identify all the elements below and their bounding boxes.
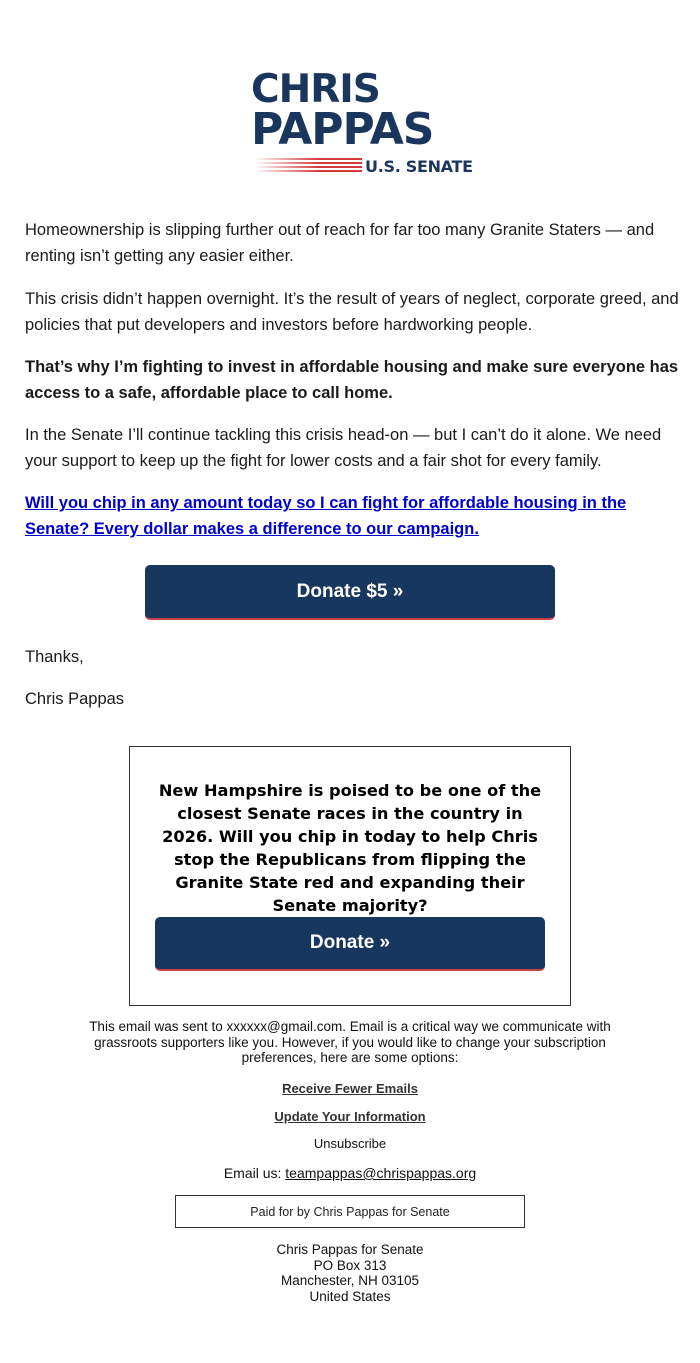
address-country: United States: [309, 1288, 391, 1304]
logo-subtitle: U.S. SENATE: [365, 157, 473, 176]
body-paragraph-4: In the Senate I’ll continue tackling this crisis head-on — but I can’t do it alone. We need your support to keep up the fight for lower costs and a fair shot for every family.: [25, 426, 662, 470]
donate-button[interactable]: Donate »: [155, 917, 545, 971]
callout-text: New Hampshire is poised to be one of the closest Senate races in the country in 2026. Will you chip in today to help Chris stop the Republicans from flipping the Granite State red and expanding their Senate majority?: [158, 781, 542, 915]
body-paragraph-1: Homeownership is slipping further out of reach for far too many Granite Staters — and renting isn’t getting any easier either.: [25, 221, 655, 265]
body-paragraph-2: This crisis didn’t happen overnight. It’s the result of years of neglect, corporate greed, and policies that put developers and investors before hardworking people.: [25, 290, 679, 334]
contact-email-line: [0, 1165, 700, 1181]
donate-5-button[interactable]: Donate $5 »: [145, 565, 555, 620]
address-city: Manchester, NH 03105: [280, 1273, 420, 1288]
paid-for-disclaimer: Paid for by Chris Pappas for Senate: [175, 1195, 525, 1228]
logo-first-name: CHRIS: [251, 67, 380, 112]
update-information-link[interactable]: Update Your Information: [274, 1109, 426, 1124]
cta-paragraph: [25, 490, 680, 542]
campaign-logo: [251, 67, 473, 180]
email-label: Email us:: [223, 1165, 282, 1181]
logo-last-name: PAPPAS: [251, 104, 434, 155]
contact-email-link[interactable]: teampappas@chrispappas.org: [285, 1165, 477, 1181]
logo-stripes: [254, 158, 362, 173]
closing-thanks: Thanks,: [25, 648, 84, 666]
unsubscribe-link[interactable]: Unsubscribe: [313, 1136, 387, 1151]
donate-text-link[interactable]: Will you chip in any amount today so I can fight for affordable housing in the Senate? Every dollar makes a difference to our campaign.: [25, 494, 627, 538]
address-org: Chris Pappas for Senate: [276, 1242, 424, 1257]
receive-fewer-emails-link[interactable]: Receive Fewer Emails: [282, 1081, 418, 1096]
footer-notice: This email was sent to xxxxxx@gmail.com. Email is a critical way we communicate with grassroots supporters like you. However, if you would like to change your subscription preferences, here are some options:: [89, 1019, 611, 1065]
address-po-box: PO Box 313: [313, 1257, 387, 1273]
signature: Chris Pappas: [25, 690, 125, 708]
body-paragraph-3: That’s why I’m fighting to invest in affordable housing and make sure everyone has access to a safe, affordable place to call home.: [25, 358, 679, 402]
mailing-address: [0, 1242, 700, 1304]
donate-callout-box: [129, 746, 571, 1006]
